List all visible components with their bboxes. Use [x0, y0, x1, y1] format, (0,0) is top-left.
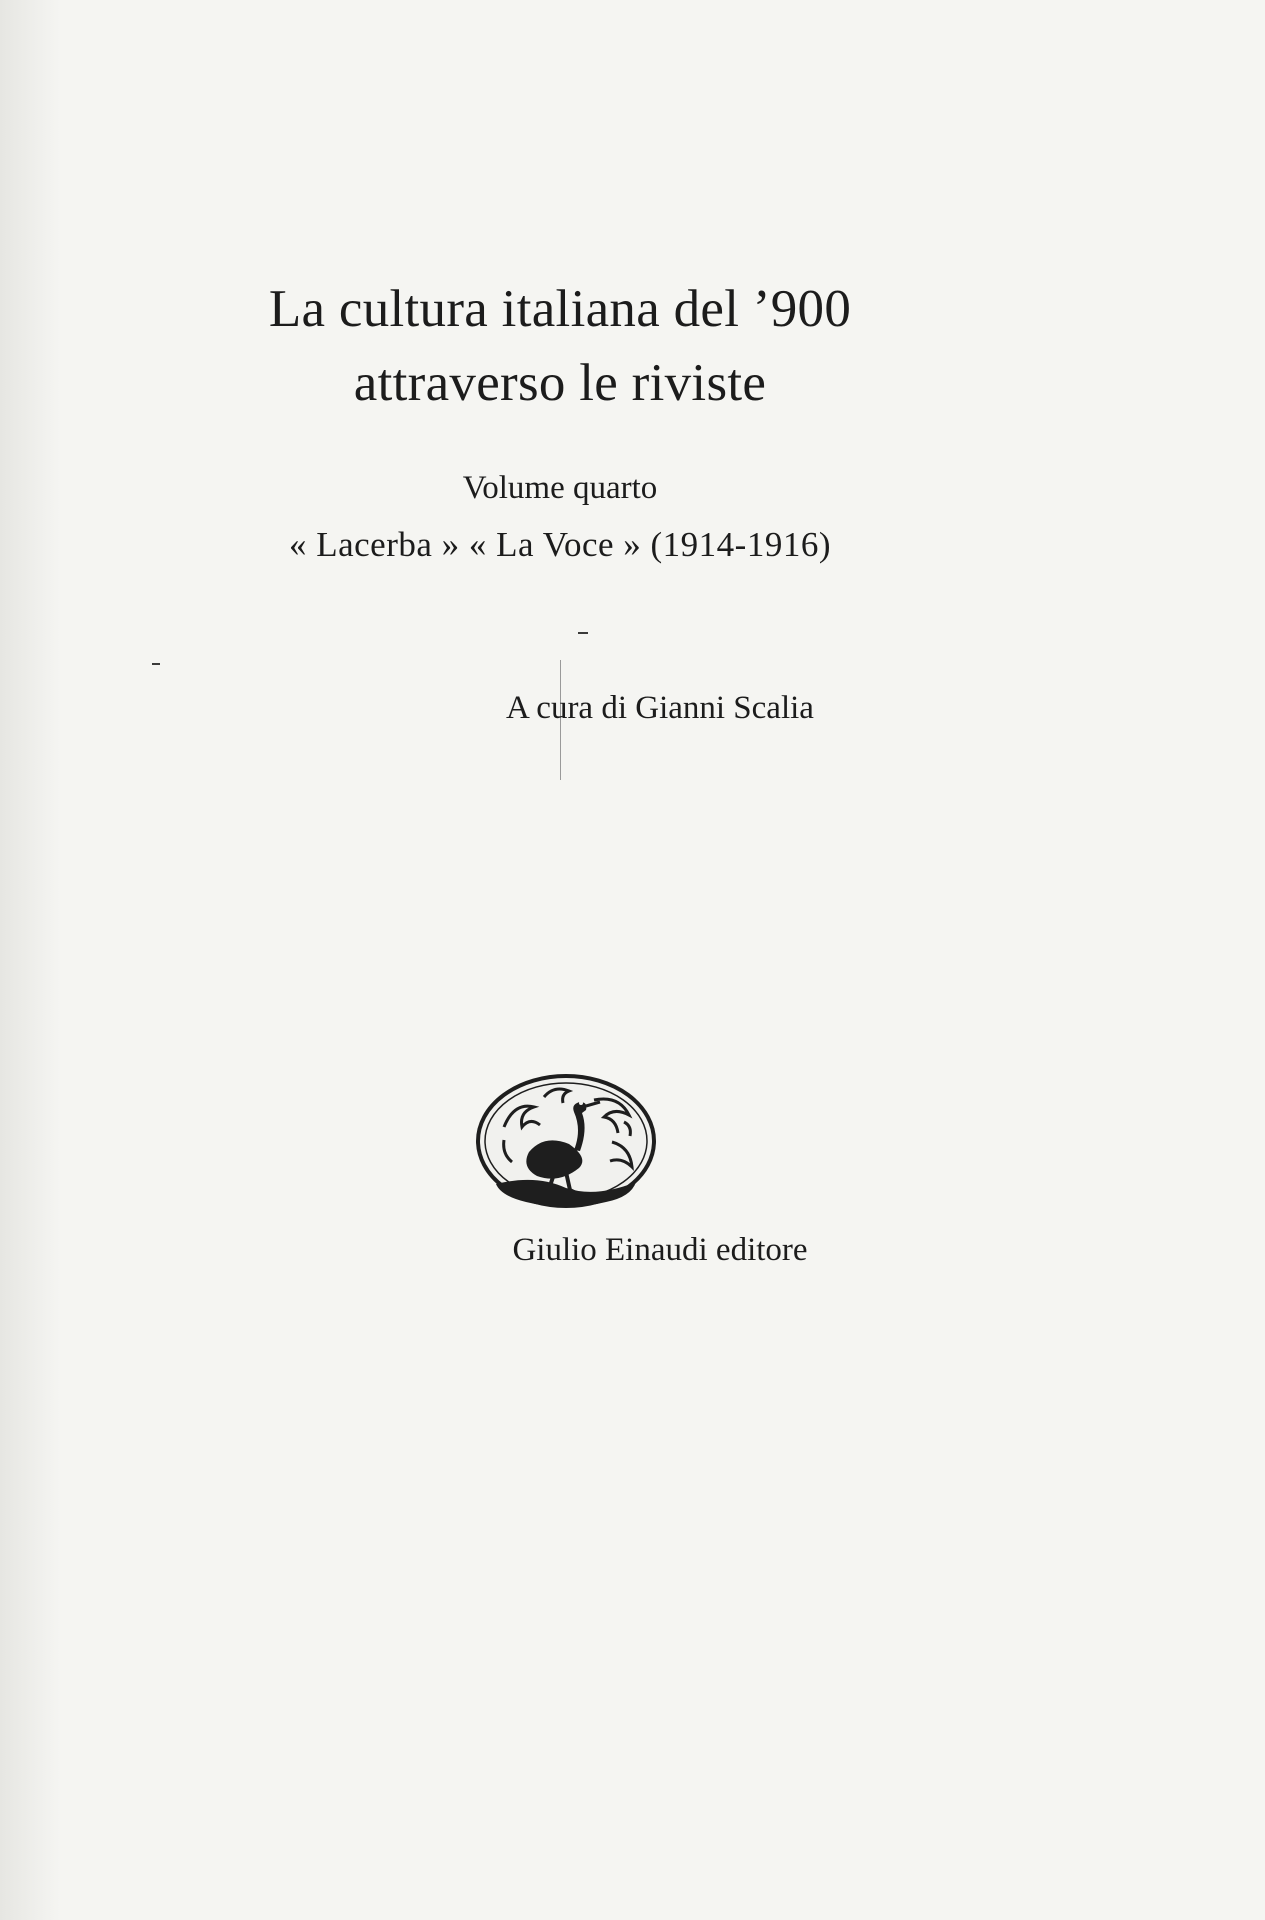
- publisher-name: Giulio Einaudi editore: [512, 1232, 808, 1268]
- book-title: [150, 272, 970, 420]
- book-title-line-1: La cultura italiana del ’900: [268, 280, 852, 338]
- einaudi-ostrich-emblem-icon: [474, 1072, 658, 1210]
- journals-subtitle: « Lacerba » « La Voce » (1914-1916): [288, 525, 831, 564]
- book-title-line-2: attraverso le riviste: [353, 354, 767, 412]
- print-mark: [152, 663, 160, 665]
- volume-label: Volume quarto: [462, 470, 658, 506]
- page-edge-shadow: [0, 0, 60, 1920]
- print-mark: [578, 632, 588, 634]
- editor-credit: A cura di Gianni Scalia: [506, 690, 814, 726]
